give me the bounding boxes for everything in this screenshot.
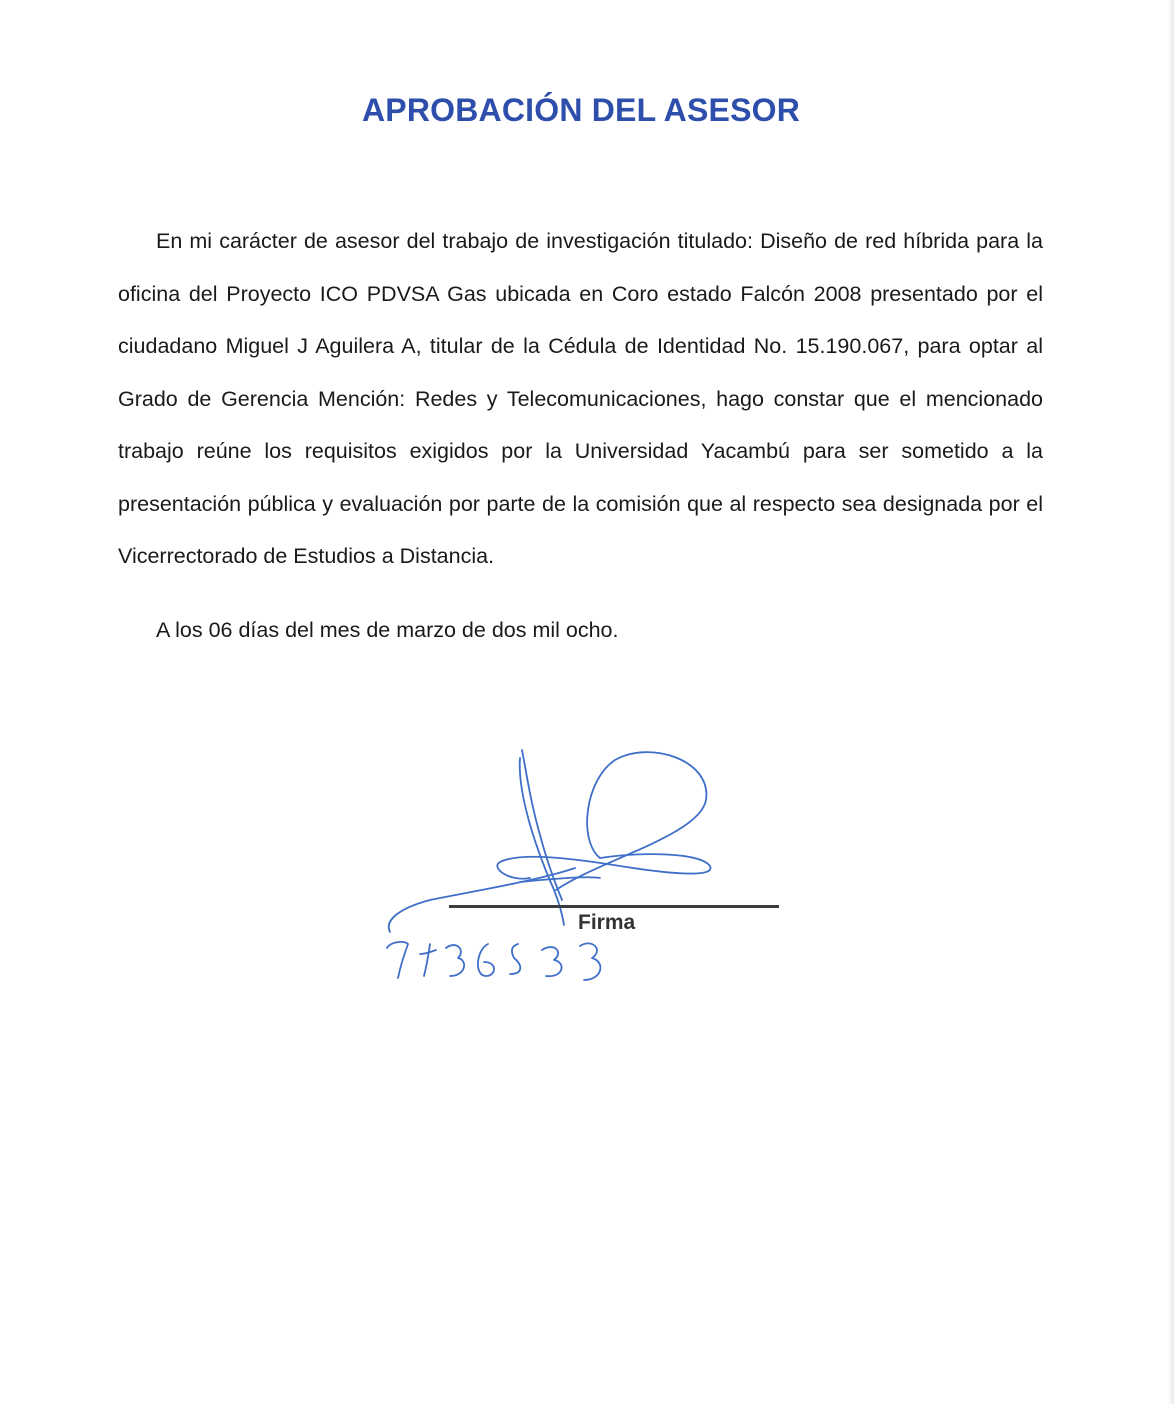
handwritten-signature	[370, 740, 730, 990]
scan-edge-shadow	[1168, 0, 1174, 1404]
signature-line	[449, 905, 779, 908]
date-line: A los 06 días del mes de marzo de dos mil ocho.	[156, 618, 619, 642]
approval-paragraph: En mi carácter de asesor del trabajo de investigación titulado: Diseño de red híbrida para la oficina del Proyecto ICO PDVSA Gas ubicada en Coro estado Falcón 2008 presentado por el ciudadano Miguel J Aguilera A, titular de la Cédula de Identidad No. 15.190.067, para optar al Grado de Gerencia Mención: Redes y Telecomunicaciones, hago constar que el mencionado trabajo reúne los requisitos exigidos por la Universidad Yacambú para ser sometido a la presentación pública y evaluación por parte de la comisión que al respecto sea designada por el Vicerrectorado de Estudios a Distancia.	[118, 229, 1043, 568]
document-title: APROBACIÓN DEL ASESOR	[361, 92, 801, 128]
signature-label: Firma	[578, 911, 636, 934]
